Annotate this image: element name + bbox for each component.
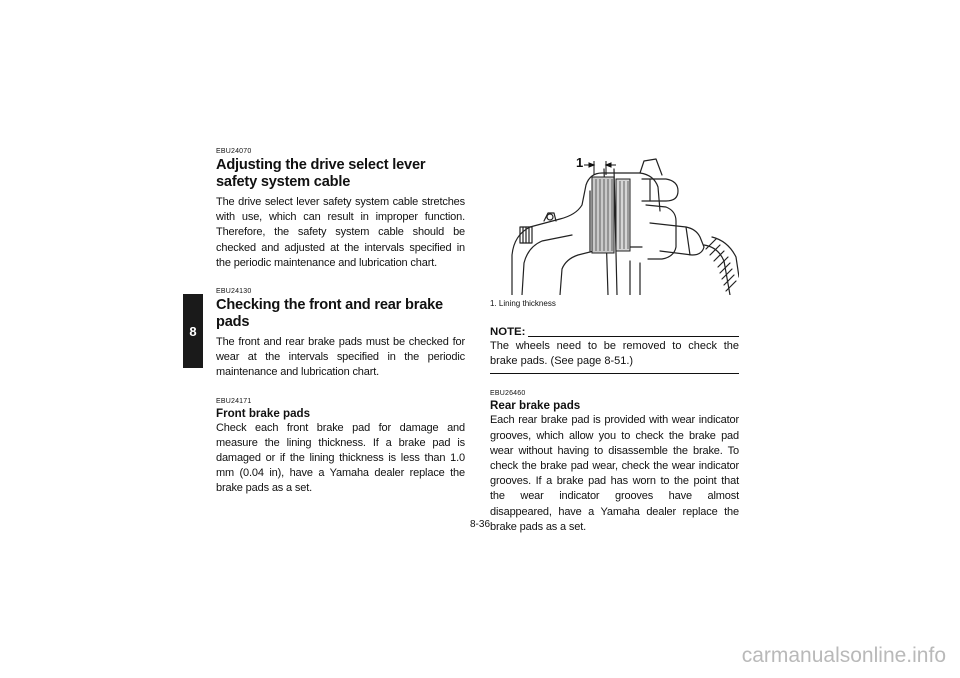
note-label: NOTE: <box>490 326 526 338</box>
section-code: EBU24130 <box>216 288 252 296</box>
note-text: The wheels need to be removed to check the brake pads. (See page 8-51.) <box>490 339 739 374</box>
right-column <box>490 151 739 535</box>
subsection-body-rear-pads: Each rear brake pad is provided with wear indicator grooves, which allow you to check the brake pad wear without having to disassemble the brake. To check the brake pad wear, check the wear indicator grooves. If a brake pad has worn to the point that the wear indicator grooves have almost disappeared, have a Yamaha dealer replace the brake pads as a set. <box>490 414 739 533</box>
section-body-drive-select: The drive select lever safety system cable stretches with use, which can result in improper function. Therefore, the safety system cable should be checked and adjusted at the intervals specified in the periodic maintenance and lubrication chart. <box>216 196 465 269</box>
watermark: carmanualsonline.info <box>741 644 946 667</box>
brake-caliper-illustration <box>490 151 739 295</box>
subsection-body-front-pads: Check each front brake pad for damage and measure the lining thickness. If a brake pad is damaged or if the lining thickness is less than 1.0 mm (0.04 in), have a Yamaha dealer replace the brake pads as a set. <box>216 421 465 495</box>
section-code: EBU24070 <box>216 148 252 155</box>
section-code: EBU26460 <box>490 390 526 398</box>
chapter-tab: 8 <box>183 294 203 368</box>
figure-callout: 1 <box>576 155 584 170</box>
left-column <box>216 148 465 497</box>
subsection-title-front-pads: Front brake pads <box>216 406 311 420</box>
note-rule <box>528 336 739 337</box>
page-number: 8-36 <box>469 519 490 530</box>
figure-caption: 1. Lining thickness <box>490 299 556 308</box>
note-box <box>490 326 739 374</box>
subsection-title-rear-pads: Rear brake pads <box>490 399 581 413</box>
section-code: EBU24171 <box>216 397 252 405</box>
brake-pad-figure <box>490 151 739 295</box>
section-title-brake-pads: Checking the front and rear brake pads <box>216 297 443 331</box>
section-title-drive-select: Adjusting the drive select lever safety system cable <box>216 157 426 190</box>
section-body-brake-pads: The front and rear brake pads must be checked for wear at the intervals specified in the periodic maintenance and lubrication chart. <box>216 336 465 379</box>
